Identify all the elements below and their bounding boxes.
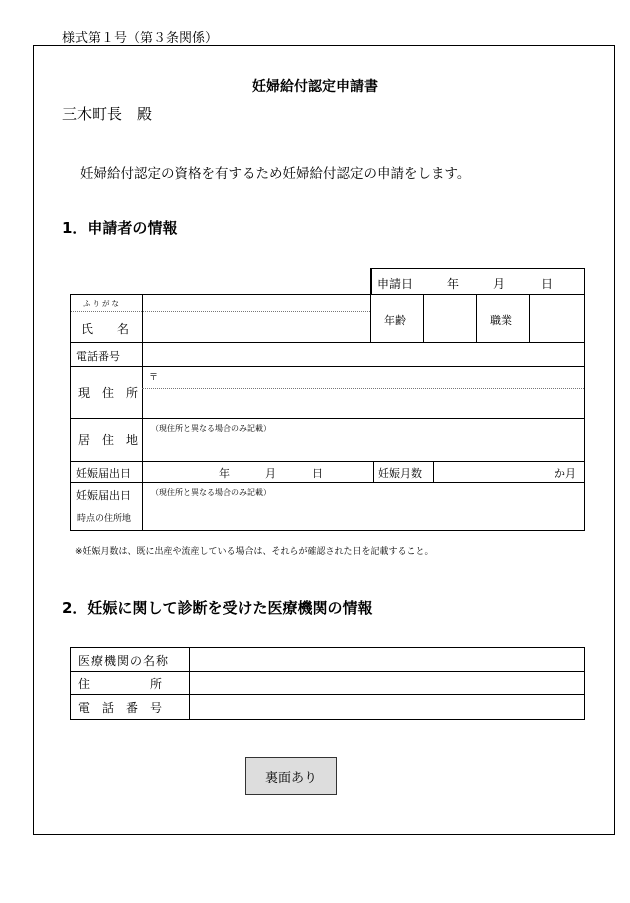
residence-note: （現住所と異なる場合のみ記載） xyxy=(151,424,271,433)
pregnancy-months-note: ※妊娠月数は、既に出産や流産している場合は、それらが確認された日を記載すること。 xyxy=(75,547,434,557)
facility-table xyxy=(70,647,585,720)
applicant-table xyxy=(70,294,585,531)
report-address-label-line1: 妊娠届出日 xyxy=(76,489,131,502)
name-label: 氏 名 xyxy=(81,322,130,336)
application-date-month[interactable]: 月 xyxy=(493,277,506,291)
facility-name-label: 医療機関の名称 xyxy=(78,654,170,668)
furigana-label: ふりがな xyxy=(83,299,121,308)
months-unit: か月 xyxy=(554,467,576,480)
residence-label: 居 住 地 xyxy=(78,433,139,447)
report-year[interactable]: 年 xyxy=(219,467,230,480)
application-date-label: 申請日 xyxy=(377,277,414,291)
report-month[interactable]: 月 xyxy=(265,467,276,480)
report-day[interactable]: 日 xyxy=(312,467,323,480)
pregnancy-months-label: 妊娠月数 xyxy=(378,467,422,480)
application-date-day[interactable]: 日 xyxy=(541,277,554,291)
current-address-label: 現 住 所 xyxy=(78,386,139,400)
application-date-box xyxy=(370,268,585,295)
reverse-side-button[interactable]: 裏面あり xyxy=(245,757,337,795)
form-title: 妊婦給付認定申請書 xyxy=(252,79,378,95)
report-address-label-line2: 時点の住所地 xyxy=(77,514,132,524)
facility-phone-label: 電 話 番 号 xyxy=(78,701,163,715)
phone-label: 電話番号 xyxy=(76,350,120,363)
pregnancy-report-date-label: 妊娠届出日 xyxy=(76,467,131,480)
occupation-label: 職業 xyxy=(490,314,512,327)
application-date-year[interactable]: 年 xyxy=(447,277,460,291)
postal-mark: 〒 xyxy=(149,373,159,383)
age-label: 年齢 xyxy=(384,314,406,327)
report-address-note: （現住所と異なる場合のみ記載） xyxy=(151,488,271,497)
facility-address-label: 住 所 xyxy=(78,677,163,691)
form-number: 様式第１号（第３条関係） xyxy=(62,31,219,46)
section1-heading: 1．申請者の情報 xyxy=(62,219,178,237)
addressee: 三木町長 殿 xyxy=(62,105,153,123)
intro-text: 妊婦給付認定の資格を有するため妊婦給付認定の申請をします。 xyxy=(80,166,471,182)
section2-heading: 2．妊娠に関して診断を受けた医療機関の情報 xyxy=(62,599,373,617)
